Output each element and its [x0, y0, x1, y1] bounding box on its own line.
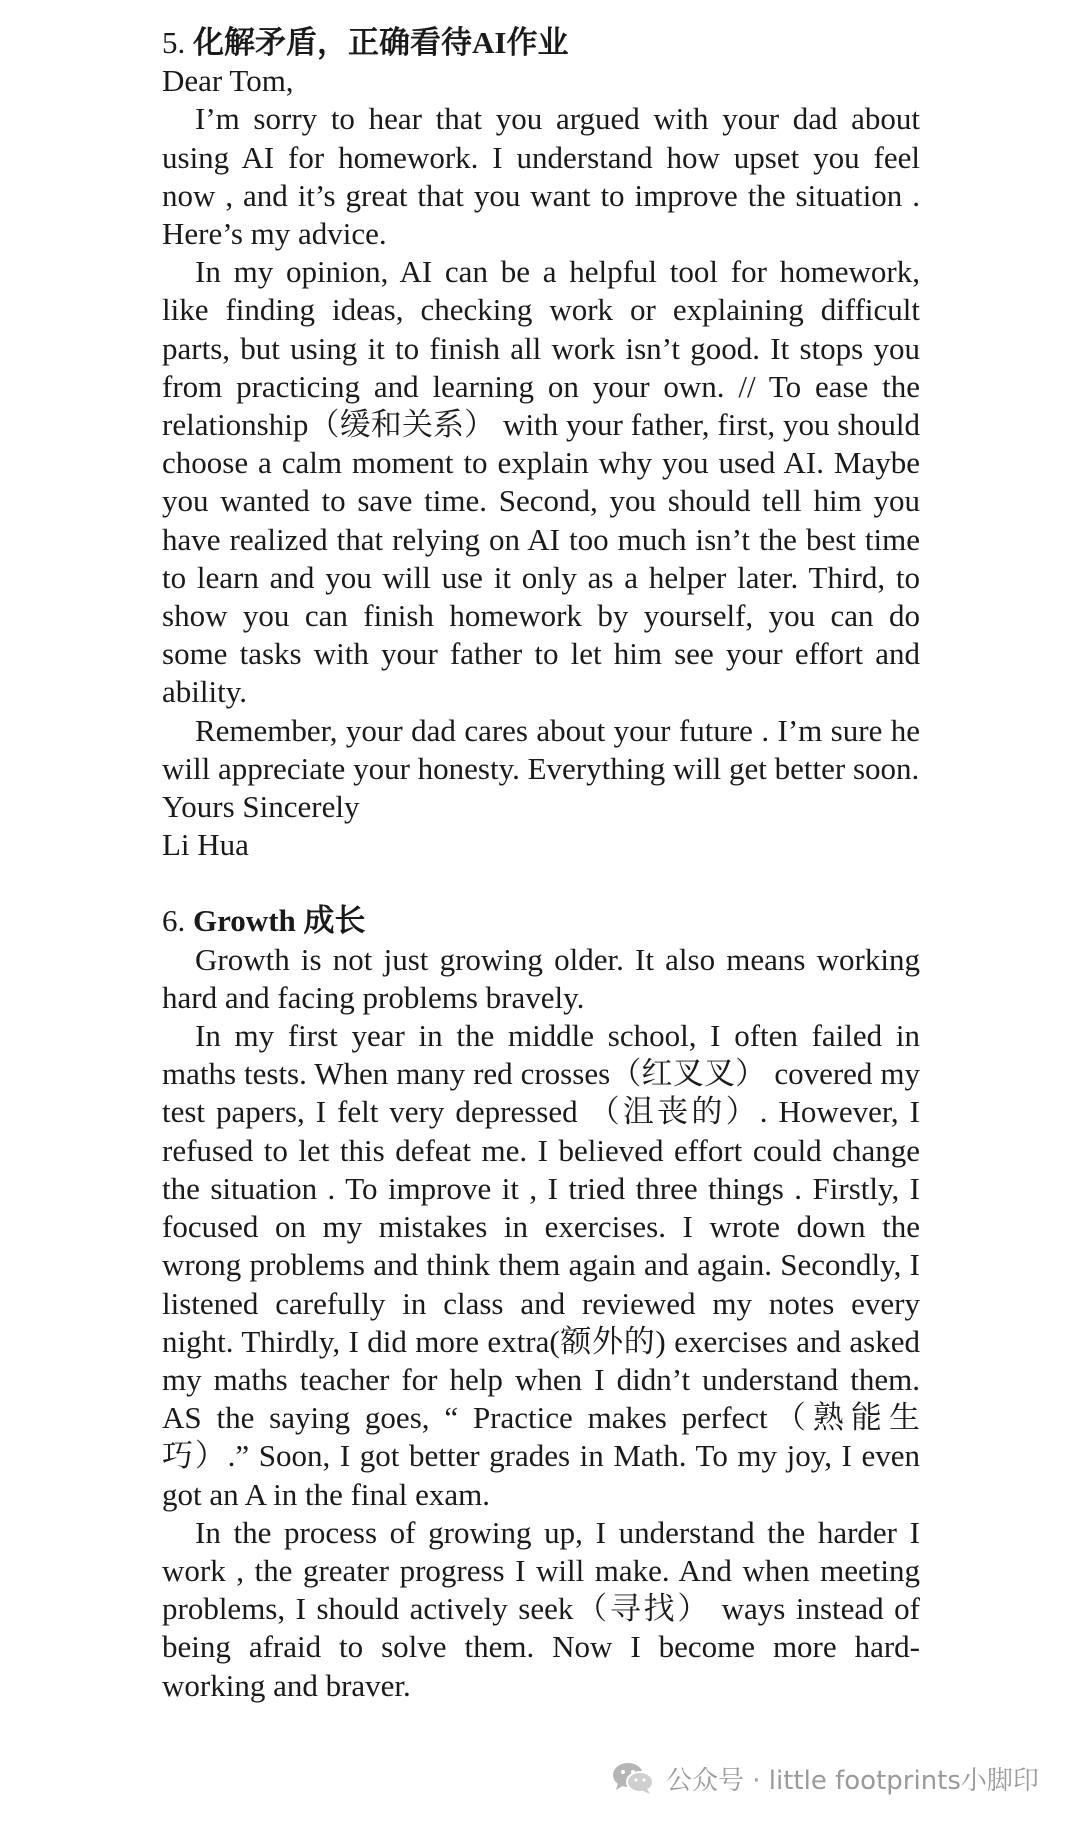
section-6-number: 6. [162, 903, 186, 939]
essay-paragraph-1: Growth is not just growing older. It also means working hard and facing problems bravely. [162, 941, 920, 1015]
section-6-heading [162, 902, 920, 940]
letter-closing: Yours Sincerely [162, 789, 360, 825]
section-6-title: Growth 成长 [193, 903, 366, 939]
section-5-heading [162, 24, 920, 62]
letter-signature: Li Hua [162, 827, 249, 863]
wechat-icon [612, 1761, 654, 1795]
section-5-number: 5. [162, 25, 186, 60]
essay-paragraph-3: In the process of growing up, I understand the harder I work , the greater progress I will make. And when meeting problems, I should actively seek（寻找） ways instead of being afraid to solve them. Now I become more hard-working and braver. [162, 1514, 920, 1703]
section-gap [162, 864, 920, 902]
letter-greeting: Dear Tom, [162, 63, 294, 99]
section-5-title: 化解矛盾，正确看待AI作业 [193, 25, 569, 60]
letter-paragraph-2: In my opinion, AI can be a helpful tool for homework, like finding ideas, checking work or explaining difficult parts, but using it to finish all work isn’t good. It stops you from practicing and learning on your own. // To ease the relationship（缓和关系） with your father, first, you should choose a calm moment to explain why you used AI. Maybe you wanted to save time. Second, you should tell him you have realized that relying on AI too much isn’t the best time to learn and you will use it only as a helper later. Third, to show you can finish homework by yourself, you can do some tasks with your father to let him see your effort and ability. [162, 254, 920, 710]
letter-paragraph-1: I’m sorry to hear that you argued with your dad about using AI for homework. I understand how upset you feel now , and it’s great that you want to improve the situation . Here’s my advice. [162, 101, 920, 252]
document-page [162, 24, 920, 1705]
watermark [612, 1758, 1039, 1798]
watermark-text: 公众号 · little footprints小脚印 [666, 1765, 1039, 1796]
letter-paragraph-3: Remember, your dad cares about your future . I’m sure he will appreciate your honesty. Everything will get better soon. [162, 712, 920, 786]
essay-paragraph-2: In my first year in the middle school, I often failed in maths tests. When many red crosses（红叉叉） covered my test papers, I felt very depressed （沮丧的）. However, I refused to let this defeat me. I believed effort could change the situation . To improve it , I tried three things . Firstly, I focused on my mistakes in exercises. I wrote down the wrong problems and think them again and again. Secondly, I listened carefully in class and reviewed my notes every night. Thirdly, I did more extra(额外的) exercises and asked my maths teacher for help when I didn’t understand them. AS the saying goes, “ Practice makes perfect（熟能生巧）.” Soon, I got better grades in Math. To my joy, I even got an A in the final exam. [162, 1018, 920, 1512]
